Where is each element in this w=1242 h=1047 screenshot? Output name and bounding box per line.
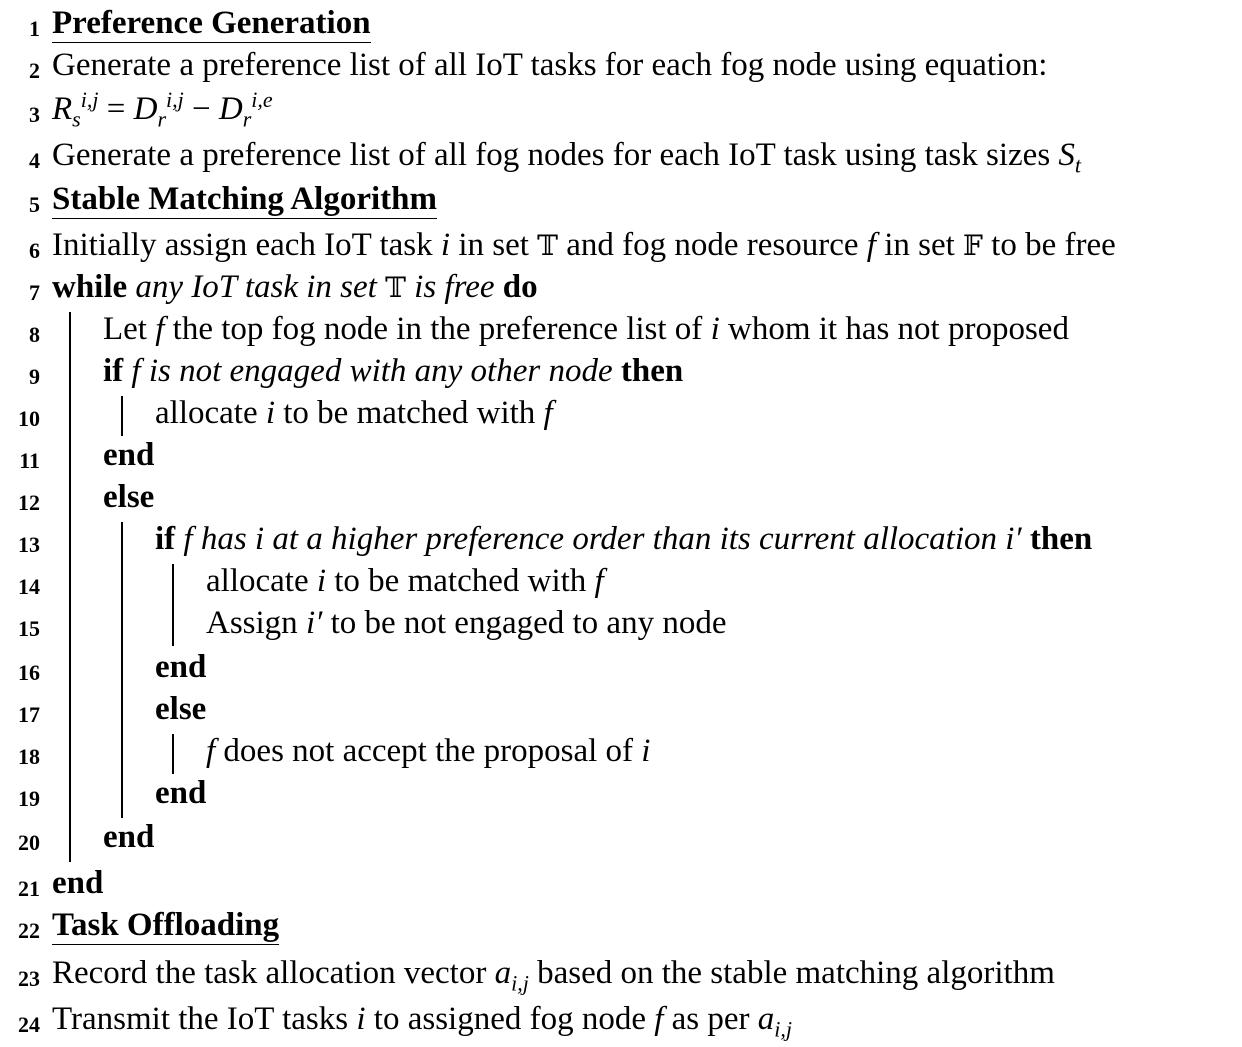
line-text: [52, 2, 371, 44]
line-number: 10: [18, 406, 40, 431]
line-text: [52, 952, 1055, 994]
line-text: [155, 688, 206, 730]
text-fragment: is free: [405, 269, 503, 305]
line-number: 24: [18, 1012, 40, 1037]
line-text: [52, 88, 273, 130]
line-number: 21: [18, 876, 40, 901]
text-fragment: else: [155, 691, 207, 727]
text-fragment: f: [155, 311, 165, 347]
text-fragment: Assign: [206, 605, 306, 641]
text-fragment: a: [494, 955, 512, 991]
text-fragment: any IoT task in set: [127, 269, 386, 305]
line-number: 23: [18, 966, 40, 991]
text-fragment: Generate a preference list of all IoT tasks for each fog node using equation:: [52, 47, 1048, 83]
text-fragment: f has i at a higher preference order than its current allocation i′: [175, 521, 1030, 557]
text-fragment: in set: [450, 227, 538, 263]
text-fragment: i,e: [251, 87, 273, 112]
text-fragment: s: [72, 106, 81, 132]
if-block-rule: [121, 396, 123, 436]
line-number: 17: [18, 702, 40, 727]
text-fragment: i,j: [774, 1016, 793, 1042]
line-text: [155, 772, 206, 814]
line-number: 11: [19, 448, 40, 473]
text-fragment: end: [155, 775, 207, 811]
line-text: [155, 518, 1092, 560]
text-fragment: end: [155, 649, 207, 685]
line-text: [103, 476, 154, 518]
line-text: [155, 392, 553, 434]
text-fragment: t: [1074, 152, 1082, 178]
inner-if-block-rule: [121, 522, 123, 818]
line-number: 22: [18, 918, 40, 943]
line-number: 1: [29, 16, 40, 41]
line-text: [103, 816, 154, 858]
text-fragment: then: [620, 353, 684, 389]
text-fragment: else: [103, 479, 155, 515]
text-fragment: f is not engaged with any other node: [123, 353, 621, 389]
line-text: [103, 434, 154, 476]
while-block-rule: [69, 312, 71, 862]
text-fragment: f: [594, 563, 604, 599]
text-fragment: Record the task allocation vector: [52, 955, 495, 991]
text-fragment: r: [242, 106, 252, 132]
line-text: [52, 224, 1116, 267]
text-fragment: does not accept the proposal of: [215, 733, 642, 769]
text-fragment: to be free: [982, 227, 1116, 263]
text-fragment: D: [218, 91, 243, 127]
text-fragment: f: [206, 733, 216, 769]
text-fragment: i,j: [80, 87, 99, 112]
text-fragment: and fog node resource: [557, 227, 867, 263]
line-number: 13: [18, 532, 40, 557]
text-fragment: whom it has not proposed: [719, 311, 1069, 347]
section-heading: Stable Matching Algorithm: [52, 181, 437, 217]
text-fragment: i,j: [166, 87, 184, 112]
text-fragment: S: [1058, 137, 1075, 173]
line-number: 6: [29, 238, 40, 263]
text-fragment: as per: [663, 1001, 758, 1037]
line-number: 9: [29, 364, 40, 389]
text-fragment: f: [866, 227, 876, 263]
text-fragment: in set: [875, 227, 964, 263]
line-number: 15: [18, 616, 40, 641]
text-fragment: D: [133, 91, 158, 127]
text-fragment: end: [103, 437, 155, 473]
line-number: 12: [18, 490, 40, 515]
text-fragment: 𝔽: [963, 229, 983, 262]
text-fragment: while: [52, 269, 128, 305]
text-fragment: r: [157, 106, 166, 132]
text-fragment: Transmit the IoT tasks: [52, 1001, 357, 1037]
text-fragment: −: [183, 91, 219, 127]
line-number: 16: [18, 660, 40, 685]
text-fragment: 𝕋: [537, 229, 558, 262]
text-fragment: the top fog node in the preference list of: [164, 311, 711, 347]
line-number: 4: [29, 148, 40, 173]
text-fragment: then: [1029, 521, 1093, 557]
line-number: 19: [18, 786, 40, 811]
text-fragment: 𝕋: [385, 271, 406, 304]
line-number: 5: [29, 192, 40, 217]
line-text: [155, 646, 206, 688]
text-fragment: f: [654, 1001, 664, 1037]
line-text: [52, 178, 437, 220]
text-fragment: i: [356, 1001, 366, 1037]
text-fragment: Let: [103, 311, 156, 347]
text-fragment: to be matched with: [326, 563, 595, 599]
text-fragment: if: [155, 521, 176, 557]
text-fragment: based on the stable matching algorithm: [528, 955, 1055, 991]
text-fragment: if: [103, 353, 124, 389]
line-number: 3: [29, 102, 40, 127]
line-text: [52, 904, 279, 946]
line-text: [52, 998, 792, 1040]
section-heading: Preference Generation: [52, 5, 371, 41]
text-fragment: Initially assign each IoT task: [52, 227, 441, 263]
text-fragment: i: [265, 395, 276, 431]
text-fragment: i: [316, 563, 327, 599]
inner-else-rule: [172, 734, 174, 774]
line-text: [206, 602, 726, 644]
text-fragment: end: [52, 865, 104, 901]
text-fragment: to be matched with: [275, 395, 544, 431]
text-fragment: i: [440, 227, 451, 263]
text-fragment: do: [502, 269, 538, 305]
text-fragment: i: [710, 311, 720, 347]
text-fragment: end: [103, 819, 155, 855]
line-text: [206, 730, 650, 772]
text-fragment: a: [757, 1001, 775, 1037]
line-number: 20: [18, 830, 40, 855]
line-text: [103, 350, 683, 392]
line-text: [52, 266, 538, 309]
line-number: 7: [29, 280, 40, 305]
text-fragment: Generate a preference list of all fog nodes for each IoT task using task sizes: [52, 137, 1059, 173]
text-fragment: i′: [305, 605, 323, 641]
line-text: [103, 308, 1069, 350]
line-text: [52, 134, 1081, 176]
line-text: [206, 560, 604, 602]
text-fragment: i: [641, 733, 651, 769]
text-fragment: =: [98, 91, 134, 127]
text-fragment: to assigned fog node: [365, 1001, 655, 1037]
line-text: [52, 44, 1047, 86]
line-text: [52, 862, 103, 904]
inner-then-rule: [172, 564, 174, 646]
text-fragment: to be not engaged to any node: [322, 605, 727, 641]
line-number: 18: [18, 744, 40, 769]
text-fragment: i,j: [511, 970, 529, 996]
line-number: 14: [18, 574, 40, 599]
text-fragment: allocate: [206, 563, 317, 599]
line-number: 2: [29, 58, 40, 83]
text-fragment: allocate: [155, 395, 266, 431]
text-fragment: R: [52, 91, 73, 127]
section-heading: Task Offloading: [52, 907, 280, 943]
text-fragment: f: [543, 395, 553, 431]
line-number: 8: [29, 322, 40, 347]
